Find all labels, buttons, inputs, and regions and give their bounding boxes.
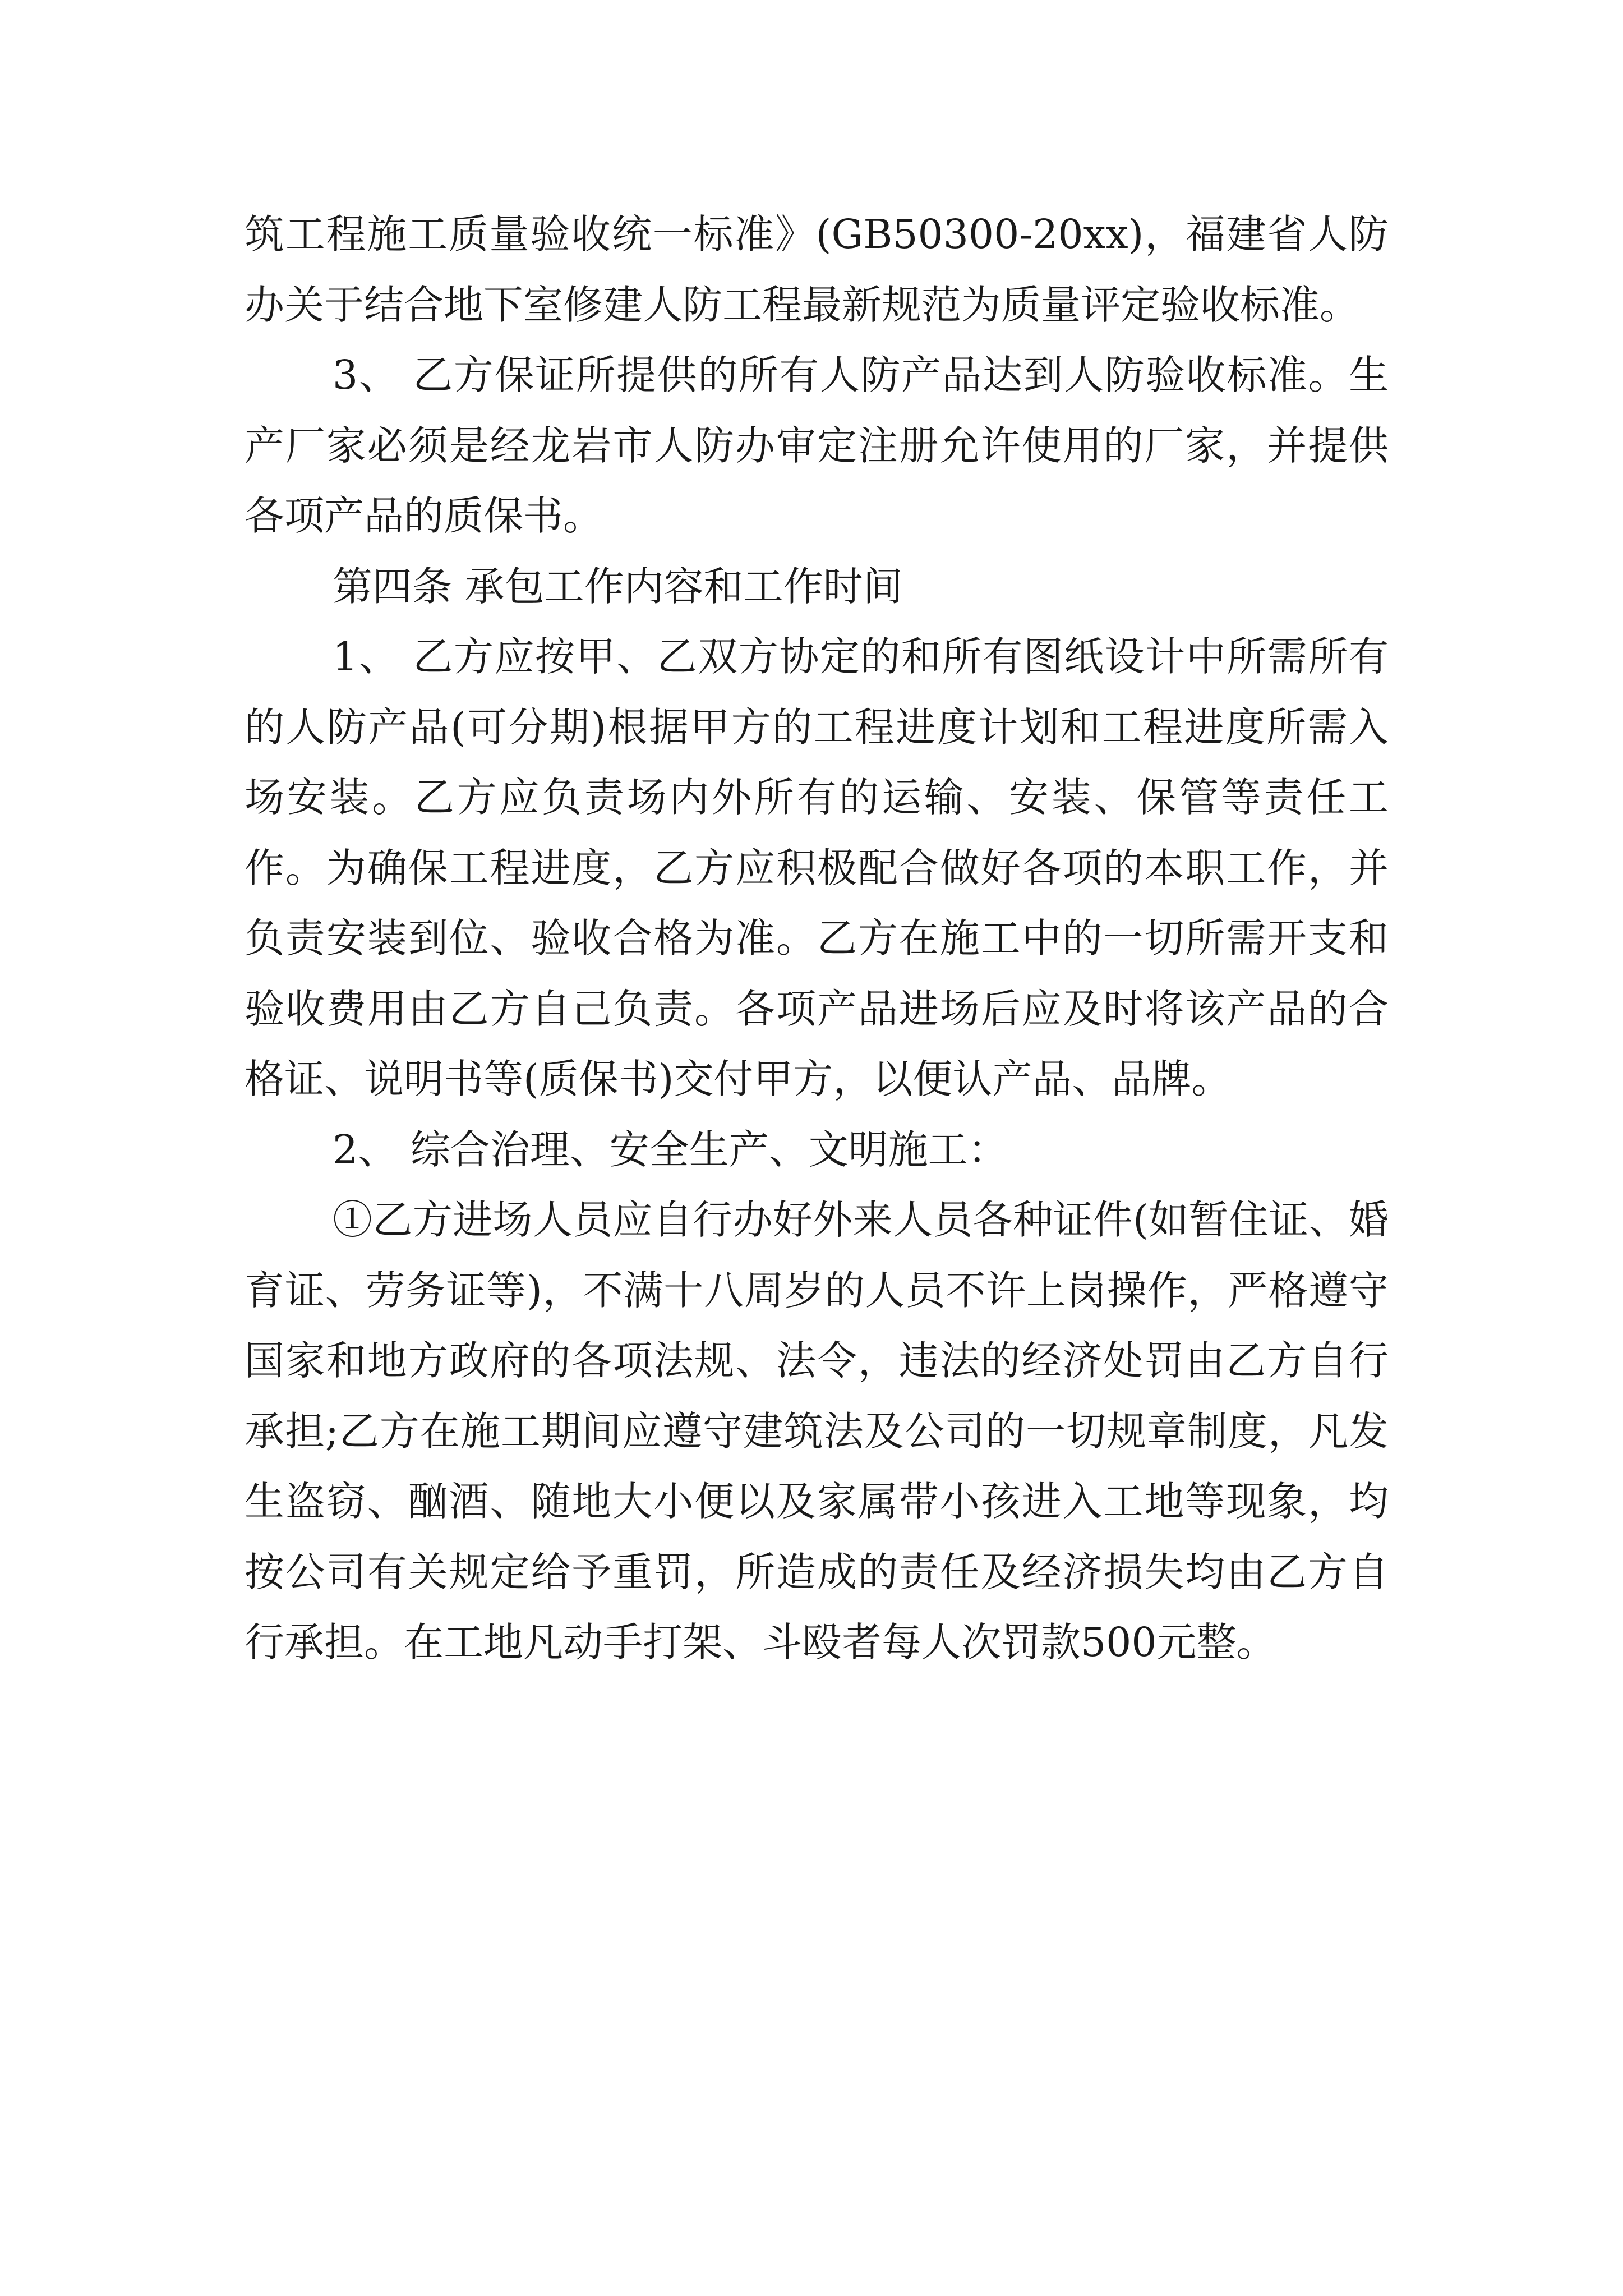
document-body <box>245 199 1389 1678</box>
paragraph-clause-1: 1、 乙方应按甲、乙双方协定的和所有图纸设计中所需所有的人防产品(可分期)根据甲方的工程进度计划和工程进度所需入场安装。乙方应负责场内外所有的运输、安装、保管等责任工作。为确保工程进度，乙方应积极配合做好各项的本职工作，并负责安装到位、验收合格为准。乙方在施工中的一切所需开支和验收费用由乙方自己负责。各项产品进场后应及时将该产品的合格证、说明书等(质保书)交付甲方，以便认产品、品牌。 <box>245 633 1389 1102</box>
paragraph-clause-3: 3、 乙方保证所提供的所有人防产品达到人防验收标准。生产厂家必须是经龙岩市人防办审定注册允许使用的厂家，并提供各项产品的质保书。 <box>245 352 1389 539</box>
paragraph-standard-continued: 筑工程施工质量验收统一标准》(GB50300-20xx)，福建省人防办关于结合地下室修建人防工程最新规范为质量评定验收标准。 <box>245 211 1389 328</box>
article-4-heading: 第四条 承包工作内容和工作时间 <box>333 563 903 610</box>
paragraph-clause-2: 2、 综合治理、安全生产、文明施工： <box>333 1126 1008 1173</box>
paragraph-item-1: ①乙方进场人员应自行办好外来人员各种证件(如暂住证、婚育证、劳务证等)，不满十八周岁的人员不许上岗操作，严格遵守国家和地方政府的各项法规、法令，违法的经济处罚由乙方自行承担;乙方在施工期间应遵守建筑法及公司的一切规章制度，凡发生盗窃、酗酒、随地大小便以及家属带小孩进入工地等现象，均按公司有关规定给予重罚，所造成的责任及经济损失均由乙方自行承担。在工地凡动手打架、斗殴者每人次罚款500元整。 <box>245 1197 1389 1665</box>
